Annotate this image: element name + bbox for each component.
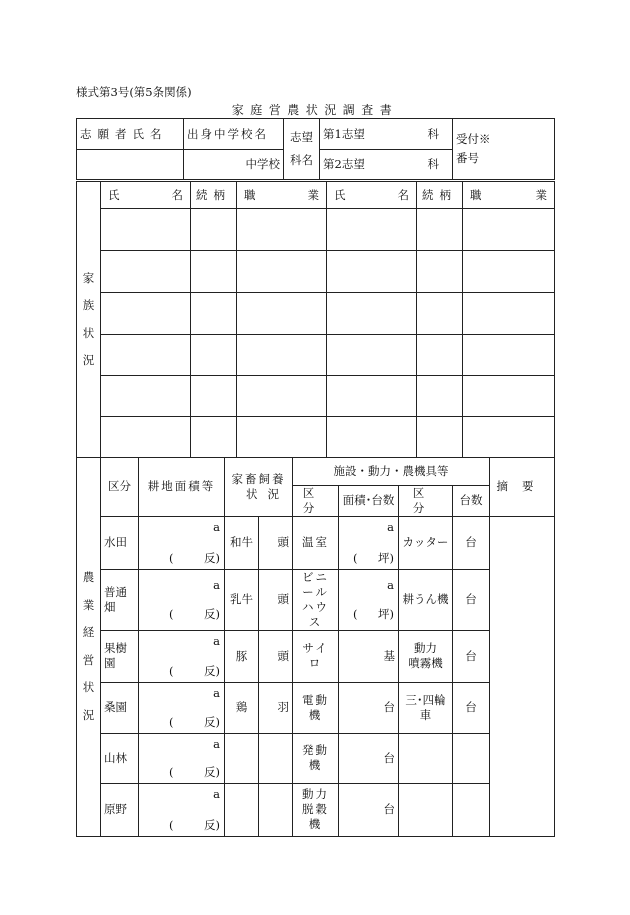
land-area-cell[interactable]: a ( 反): [139, 630, 225, 682]
family-cell[interactable]: [417, 335, 463, 376]
facility-type-cell: [293, 630, 339, 682]
family-cell[interactable]: [237, 417, 327, 458]
facility-type-cell: [293, 682, 339, 733]
course-label: 志望 科名: [284, 119, 320, 180]
family-cell[interactable]: [327, 376, 417, 417]
land-type-label: 普通 畑: [104, 584, 127, 614]
land-type-cell: [101, 630, 139, 682]
family-cell[interactable]: [463, 293, 555, 335]
family-name-header: 氏 名: [101, 182, 191, 209]
land-type-cell: [101, 682, 139, 733]
facility-unit: 台: [383, 750, 395, 765]
family-cell[interactable]: [237, 293, 327, 335]
land-type-label: 原野: [104, 802, 127, 817]
family-cell[interactable]: [463, 335, 555, 376]
family-cell[interactable]: [327, 209, 417, 251]
form-number: 様式第3号(第5条関係): [76, 85, 192, 99]
document-title: 家庭営農状況調査書: [231, 103, 399, 117]
facility-type-cell: [293, 783, 339, 836]
farm-row: [77, 733, 555, 783]
family-cell[interactable]: [191, 376, 237, 417]
family-row: [77, 335, 555, 376]
machine-type-cell[interactable]: [399, 783, 453, 836]
land-type-cell: [101, 783, 139, 836]
facility-count-cell[interactable]: [339, 630, 399, 682]
family-cell[interactable]: [327, 293, 417, 335]
junior-high-label: 出身中学校名: [184, 119, 284, 150]
land-type-label: 山林: [104, 750, 127, 765]
livestock-count-cell[interactable]: [259, 516, 293, 569]
family-cell[interactable]: [417, 417, 463, 458]
land-type-label: 水田: [104, 535, 127, 550]
land-type-label: 果樹 園: [104, 641, 127, 671]
facility-type-label: 温室: [302, 535, 329, 550]
facility-area-cell[interactable]: a ( 坪): [339, 569, 399, 630]
first-choice-cell[interactable]: 第1志望 科: [320, 119, 453, 150]
family-relation-header: 続柄: [191, 182, 237, 209]
family-cell[interactable]: [327, 251, 417, 293]
facility-type-label: 電動機: [302, 692, 329, 722]
livestock-unit: 頭: [277, 535, 289, 550]
facility-unit: 台: [383, 700, 395, 715]
family-cell[interactable]: [101, 376, 191, 417]
machine-unit: 台: [465, 535, 477, 550]
facility-type-label: 動力 脱穀機: [302, 787, 329, 832]
land-area-header: 耕地面積等: [139, 458, 225, 517]
land-area-cell[interactable]: a ( 反): [139, 783, 225, 836]
family-row: [77, 376, 555, 417]
family-status-table: [76, 181, 555, 458]
machine-type-label: 動力 噴霧機: [408, 641, 443, 671]
machine-count-cell[interactable]: [453, 630, 490, 682]
farm-row: [77, 516, 555, 569]
livestock-unit: 頭: [277, 592, 289, 607]
livestock-type-cell: [225, 630, 259, 682]
livestock-type-cell: [225, 682, 259, 733]
family-cell[interactable]: [327, 417, 417, 458]
applicant-name-field[interactable]: [77, 150, 184, 180]
family-name-header-2: 氏 名: [327, 182, 417, 209]
facility-type-label: 発動機: [302, 743, 329, 773]
facility-count-cell[interactable]: [339, 733, 399, 783]
machine-type-cell: [399, 569, 453, 630]
facilities-header: 施設・動力・農機具等: [293, 458, 490, 486]
livestock-count-cell[interactable]: [259, 682, 293, 733]
family-cell[interactable]: [101, 335, 191, 376]
family-cell[interactable]: [463, 209, 555, 251]
livestock-header: 家畜飼養 状況: [225, 458, 293, 517]
livestock-type-cell: [225, 516, 259, 569]
farm-row: [77, 630, 555, 682]
livestock-count-cell[interactable]: [259, 569, 293, 630]
livestock-unit: 頭: [277, 648, 289, 663]
facility-area-cell[interactable]: a ( 坪): [339, 516, 399, 569]
facility-unit: 基: [383, 648, 395, 663]
machine-type-label: カッター: [402, 535, 449, 550]
land-type-cell: [101, 516, 139, 569]
machine-type-cell: [399, 516, 453, 569]
facility-type-cell: [293, 569, 339, 630]
machine-count-cell[interactable]: [453, 783, 490, 836]
machine-count-cell[interactable]: [453, 569, 490, 630]
machine-type-cell: [399, 682, 453, 733]
land-area-cell[interactable]: a ( 反): [139, 516, 225, 569]
family-cell[interactable]: [327, 335, 417, 376]
remarks-cell[interactable]: [490, 516, 555, 836]
family-job-header: 職 業: [237, 182, 327, 209]
remarks-header: 摘要: [490, 458, 555, 517]
farm-section-label: 農 業 経 営 状 況: [77, 458, 101, 837]
machine-count-cell[interactable]: [453, 733, 490, 783]
farm-status-table: [76, 457, 555, 837]
land-type-cell: [101, 733, 139, 783]
facility-area-header: 面積･台数: [339, 486, 399, 517]
family-cell[interactable]: [191, 417, 237, 458]
family-cell[interactable]: [237, 251, 327, 293]
family-cell[interactable]: [101, 209, 191, 251]
facility-unit: 台: [383, 802, 395, 817]
livestock-type-label: 鶏: [235, 700, 248, 715]
land-type-header: 区分: [101, 458, 139, 517]
facility-type-cell: [293, 516, 339, 569]
land-area-cell[interactable]: a ( 反): [139, 682, 225, 733]
family-row: [77, 251, 555, 293]
facility-type-label: サイロ: [302, 641, 329, 671]
family-cell[interactable]: [417, 293, 463, 335]
machine-type-label: 耕うん機: [402, 592, 449, 607]
facility-type-header: 区分: [293, 486, 339, 517]
family-cell[interactable]: [191, 251, 237, 293]
livestock-count-cell[interactable]: [259, 783, 293, 836]
facility-type-label: ビニール ハウス: [302, 569, 329, 629]
family-cell[interactable]: [101, 251, 191, 293]
applicant-name-label: 志願者氏名: [77, 119, 184, 150]
machine-type-label: 三･四輪 車: [405, 692, 446, 722]
family-cell[interactable]: [417, 209, 463, 251]
facility-count-cell[interactable]: [339, 783, 399, 836]
family-section-label: 家 族 状 況: [77, 182, 101, 458]
machine-unit: 台: [465, 700, 477, 715]
family-cell[interactable]: [463, 376, 555, 417]
applicant-table: [76, 118, 555, 180]
land-type-label: 桑園: [104, 700, 127, 715]
family-cell[interactable]: [417, 251, 463, 293]
farm-row: [77, 682, 555, 733]
family-cell[interactable]: [237, 376, 327, 417]
livestock-type-cell[interactable]: [225, 783, 259, 836]
machine-count-header: 台数: [453, 486, 490, 517]
livestock-type-cell: [225, 569, 259, 630]
junior-high-field[interactable]: 中学校: [184, 150, 284, 180]
livestock-type-label: 豚: [235, 648, 248, 663]
family-cell[interactable]: [191, 209, 237, 251]
land-type-cell: [101, 569, 139, 630]
land-area-cell[interactable]: a ( 反): [139, 569, 225, 630]
livestock-count-cell[interactable]: [259, 733, 293, 783]
facility-count-cell[interactable]: [339, 682, 399, 733]
machine-unit: 台: [465, 592, 477, 607]
livestock-type-label: 和牛: [230, 535, 253, 550]
family-row: [77, 293, 555, 335]
second-choice-cell[interactable]: 第2志望 科: [320, 150, 453, 180]
family-relation-header-2: 続柄: [417, 182, 463, 209]
family-cell[interactable]: [463, 251, 555, 293]
family-cell[interactable]: [237, 335, 327, 376]
machine-count-cell[interactable]: [453, 516, 490, 569]
family-cell[interactable]: [191, 293, 237, 335]
family-row: [77, 209, 555, 251]
livestock-type-label: 乳牛: [230, 592, 253, 607]
family-cell[interactable]: [101, 417, 191, 458]
farm-row: [77, 783, 555, 836]
farm-row: [77, 569, 555, 630]
family-cell[interactable]: [191, 335, 237, 376]
family-cell[interactable]: [417, 376, 463, 417]
family-row: [77, 417, 555, 458]
family-cell[interactable]: [237, 209, 327, 251]
family-job-header-2: 職 業: [463, 182, 555, 209]
land-area-cell[interactable]: a ( 反): [139, 733, 225, 783]
livestock-type-cell[interactable]: [225, 733, 259, 783]
livestock-unit: 羽: [277, 700, 289, 715]
machine-unit: 台: [465, 648, 477, 663]
facility-type-cell: [293, 733, 339, 783]
machine-type-cell[interactable]: [399, 733, 453, 783]
receipt-number-cell[interactable]: 受付※ 番号: [453, 119, 555, 180]
machine-count-cell[interactable]: [453, 682, 490, 733]
livestock-count-cell[interactable]: [259, 630, 293, 682]
family-cell[interactable]: [101, 293, 191, 335]
machine-type-header: 区分: [399, 486, 453, 517]
family-cell[interactable]: [463, 417, 555, 458]
machine-type-cell: [399, 630, 453, 682]
